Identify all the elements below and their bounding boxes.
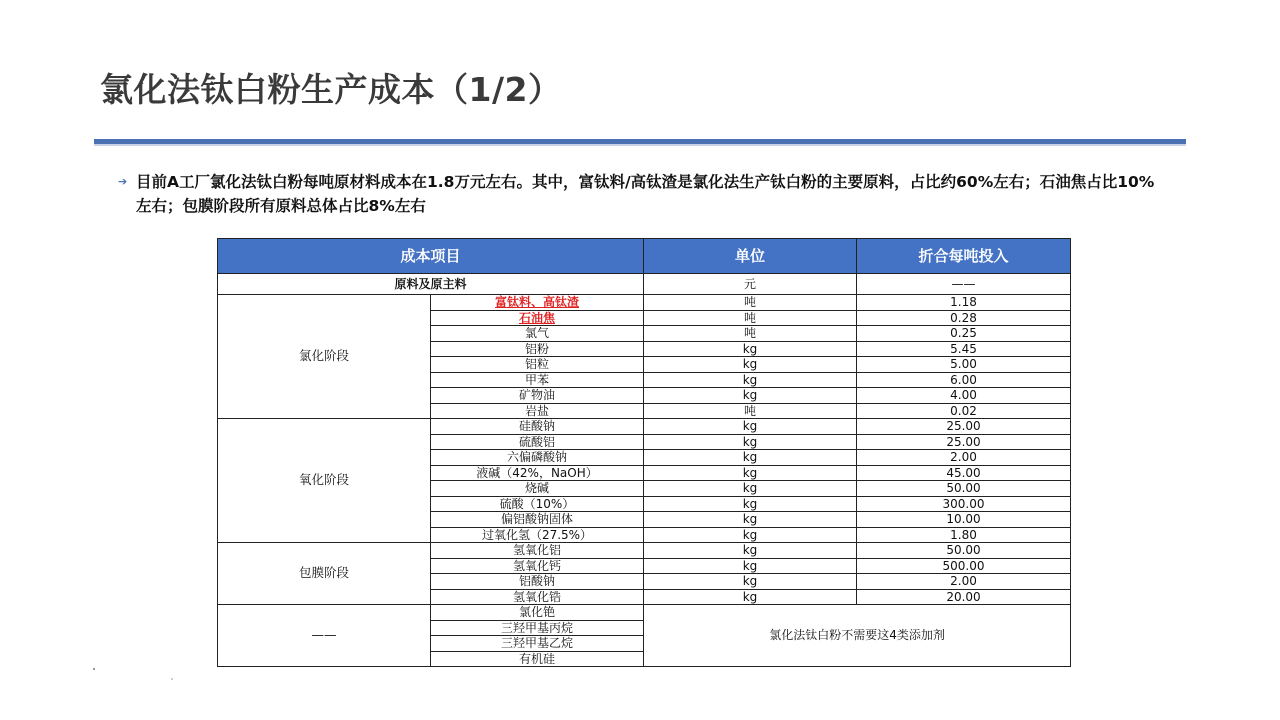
item-name-text: 氢氧化锆: [513, 589, 562, 604]
item-value: 300.00: [857, 496, 1071, 512]
item-unit: kg: [644, 419, 857, 435]
item-value: 50.00: [857, 543, 1071, 559]
summary-row-label: 原料及原主料: [218, 274, 644, 295]
item-name: 氯化铯: [431, 605, 644, 621]
decor-dot: [171, 678, 173, 680]
item-unit: 吨: [644, 310, 857, 326]
header-per-ton: 折合每吨投入: [857, 239, 1071, 274]
item-name: [431, 434, 644, 450]
item-name: [431, 543, 644, 559]
item-name-text: 氢氧化铝: [513, 543, 562, 557]
header-cost-item: 成本项目: [218, 239, 644, 274]
item-value: 0.28: [857, 310, 1071, 326]
item-value: 2.00: [857, 574, 1071, 590]
summary-text: 目前A工厂氯化法钛白粉每吨原材料成本在1.8万元左右。其中，富钛料/高钛渣是氯化法生产钛白粉的主要原料，占比约60%左右；石油焦占比10%左右；包膜阶段所有原料总体占比8%左右: [136, 173, 1155, 215]
item-name: [431, 388, 644, 404]
item-name: [431, 527, 644, 543]
item-name-text: 过氧化氢（27.5%）: [481, 527, 593, 542]
item-name-text: 硫酸（10%）: [499, 496, 575, 511]
summary-row: [218, 274, 1071, 295]
item-name: [431, 558, 644, 574]
item-unit: 吨: [644, 326, 857, 342]
summary-row-unit: 元: [644, 274, 857, 295]
item-value: 25.00: [857, 434, 1071, 450]
item-name-text: 六偏磷酸钠: [507, 450, 568, 464]
item-name-text: 甲苯: [525, 372, 550, 387]
item-value: 20.00: [857, 589, 1071, 605]
item-unit: kg: [644, 388, 857, 404]
table-header-row: [218, 239, 1071, 274]
item-value: 5.00: [857, 357, 1071, 373]
summary-bullet: [118, 170, 1168, 218]
item-unit: kg: [644, 527, 857, 543]
stage-label: ——: [218, 605, 431, 667]
item-value: 1.80: [857, 527, 1071, 543]
item-unit: kg: [644, 341, 857, 357]
stage-label: 包膜阶段: [218, 543, 431, 605]
stage-label: 氧化阶段: [218, 419, 431, 543]
stage-label: 氯化阶段: [218, 295, 431, 419]
item-name-text: 岩盐: [525, 403, 550, 418]
item-unit: kg: [644, 372, 857, 388]
item-value: 50.00: [857, 481, 1071, 497]
item-unit: kg: [644, 558, 857, 574]
item-name: 三羟甲基丙烷: [431, 620, 644, 636]
item-name-text: 石油焦: [519, 310, 556, 325]
item-name: [431, 465, 644, 481]
item-name: [431, 481, 644, 497]
item-name: [431, 372, 644, 388]
item-name: [431, 310, 644, 326]
table-row: [218, 295, 1071, 311]
item-value: 500.00: [857, 558, 1071, 574]
item-name-text: 烧碱: [525, 481, 550, 495]
item-name-text: 铝粉: [525, 341, 550, 356]
item-value: 0.25: [857, 326, 1071, 342]
item-name-text: 矿物油: [519, 388, 556, 402]
item-unit: kg: [644, 357, 857, 373]
item-value: 6.00: [857, 372, 1071, 388]
item-name: [431, 326, 644, 342]
item-unit: 吨: [644, 295, 857, 311]
item-name-text: 液碱（42%，NaOH）: [476, 465, 598, 480]
item-unit: kg: [644, 543, 857, 559]
cost-table: [217, 238, 1071, 667]
page-title: 氯化法钛白粉生产成本（1/2）: [100, 70, 562, 109]
item-name-text: 硅酸钠: [519, 419, 556, 433]
item-value: 10.00: [857, 512, 1071, 528]
item-name: [431, 574, 644, 590]
item-unit: 吨: [644, 403, 857, 419]
header-unit: 单位: [644, 239, 857, 274]
item-name: [431, 295, 644, 311]
item-value: 5.45: [857, 341, 1071, 357]
item-name: [431, 512, 644, 528]
item-value: 0.02: [857, 403, 1071, 419]
table-row: [218, 605, 1071, 621]
table-row: [218, 419, 1071, 435]
item-unit: kg: [644, 434, 857, 450]
item-name: [431, 496, 644, 512]
item-name: [431, 450, 644, 466]
item-value: 4.00: [857, 388, 1071, 404]
item-name: [431, 589, 644, 605]
item-name-text: 铝粒: [525, 357, 550, 371]
title-divider-shadow: [94, 144, 1186, 146]
item-unit: kg: [644, 589, 857, 605]
item-unit: kg: [644, 465, 857, 481]
item-name-text: 氢氧化钙: [513, 558, 562, 573]
item-unit: kg: [644, 496, 857, 512]
decor-dot: [93, 668, 95, 670]
item-name: [431, 357, 644, 373]
item-name: [431, 341, 644, 357]
item-value: 1.18: [857, 295, 1071, 311]
item-name-text: 偏铝酸钠固体: [501, 512, 574, 526]
item-name-text: 富钛料、高钛渣: [495, 295, 580, 309]
item-name-text: 氯气: [525, 326, 550, 340]
item-value: 25.00: [857, 419, 1071, 435]
summary-row-value: ——: [857, 274, 1071, 295]
additive-note: 氯化法钛白粉不需要这4类添加剂: [644, 605, 1071, 667]
item-unit: kg: [644, 574, 857, 590]
item-name: 三羟甲基乙烷: [431, 636, 644, 652]
item-value: 45.00: [857, 465, 1071, 481]
item-name: [431, 419, 644, 435]
item-name-text: 铝酸钠: [519, 574, 556, 588]
item-unit: kg: [644, 481, 857, 497]
item-unit: kg: [644, 512, 857, 528]
item-value: 2.00: [857, 450, 1071, 466]
arrow-right-icon: ➔: [118, 175, 128, 188]
table-row: [218, 543, 1071, 559]
item-name-text: 硫酸铝: [519, 434, 556, 449]
item-unit: kg: [644, 450, 857, 466]
item-name: [431, 403, 644, 419]
item-name: 有机硅: [431, 651, 644, 667]
